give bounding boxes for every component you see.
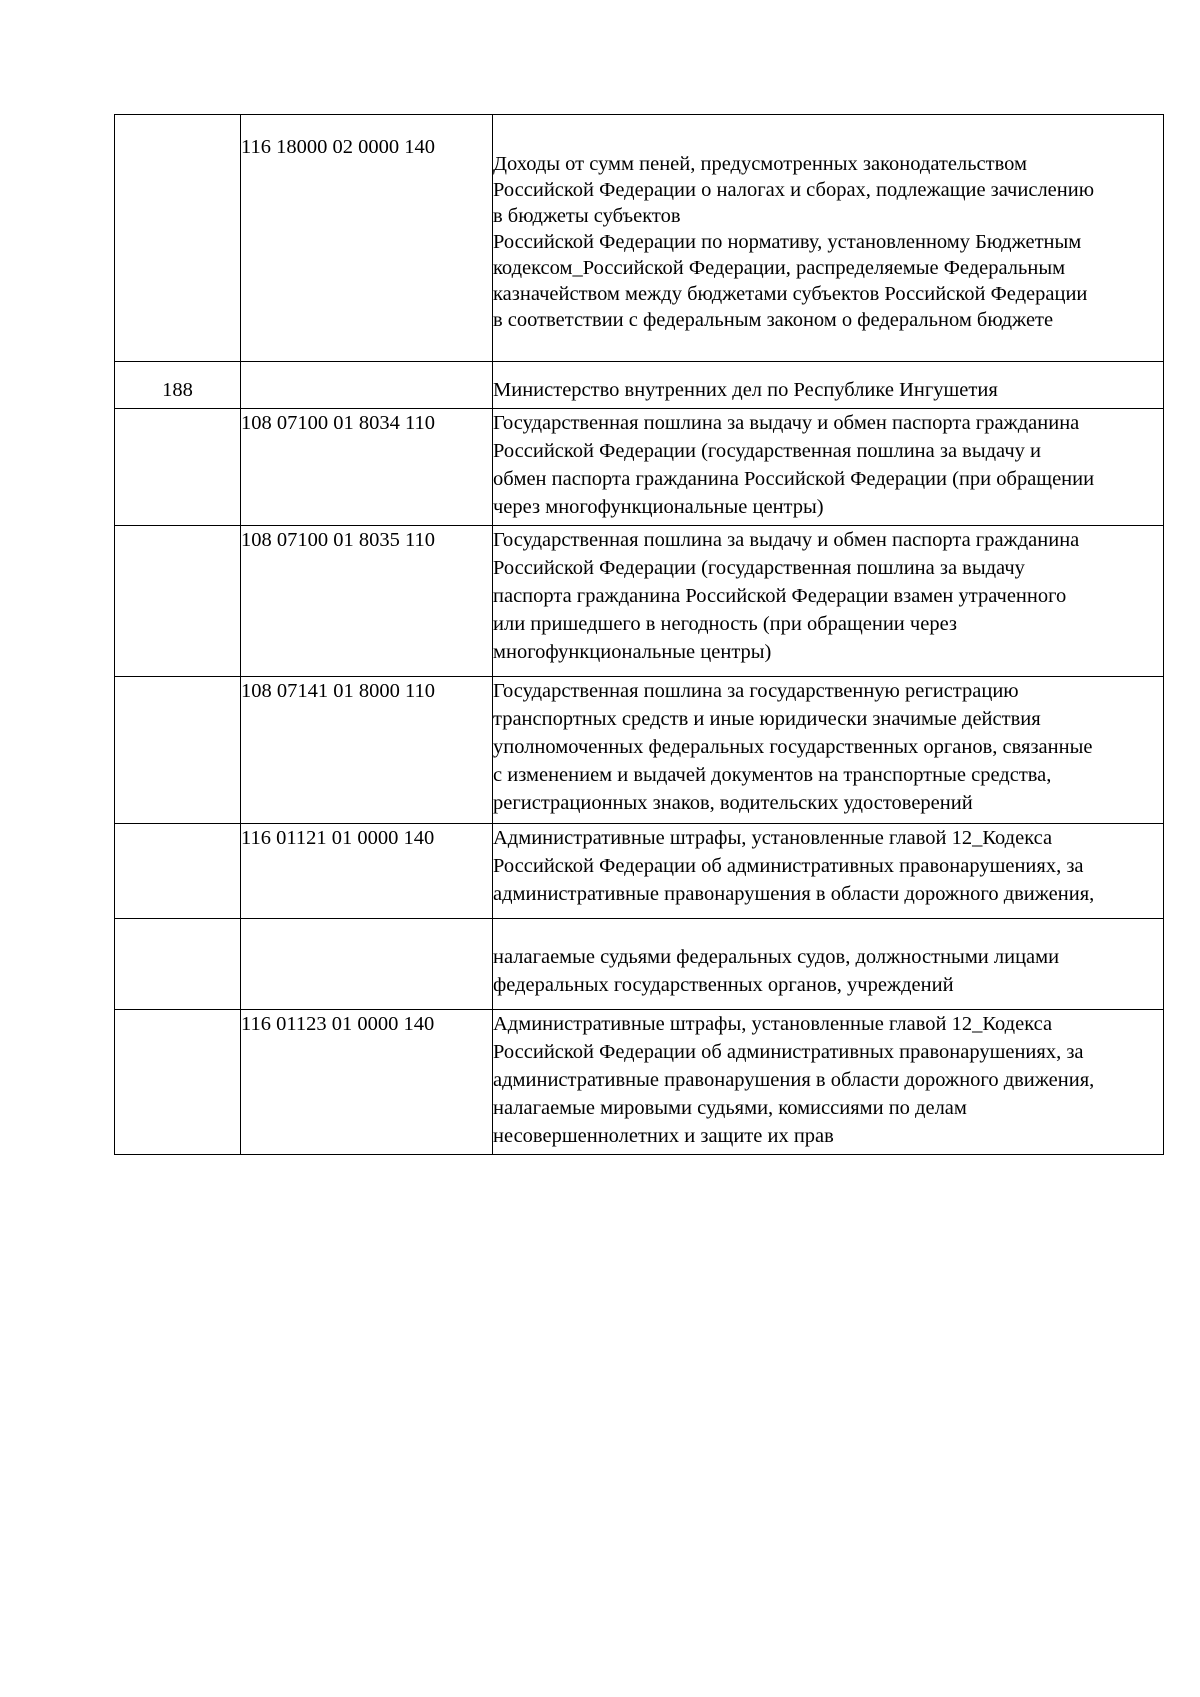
admin-code-cell: 188 bbox=[115, 362, 241, 409]
description-cell bbox=[493, 919, 1164, 1010]
description-text: Государственная пошлина за выдачу и обмен паспорта гражданина Российской Федерации (государственная пошлина за выдачу и обмен паспорта гражданина Российской Федерации (при обращении через многофункциональные центры) bbox=[493, 412, 1095, 518]
admin-code-cell bbox=[115, 1010, 241, 1155]
description-cell bbox=[493, 1010, 1164, 1155]
income-code-cell bbox=[241, 362, 493, 409]
description-cell bbox=[493, 677, 1164, 824]
budget-classification-table bbox=[114, 114, 1164, 1155]
table-row bbox=[115, 362, 1164, 409]
description-cell bbox=[493, 526, 1164, 677]
income-code-cell: 116 01121 01 0000 140 bbox=[241, 824, 493, 919]
table-row bbox=[115, 1010, 1164, 1155]
income-code-cell: 116 01123 01 0000 140 bbox=[241, 1010, 493, 1155]
description-text: Доходы от сумм пеней, предусмотренных законодательством Российской Федерации о налогах и сборах, подлежащие зачислению в бюджеты субъектов Российской Федерации по нормативу, установленному Бюджетным кодексом_Российской Федерации, распределяемые Федеральным казначейством между бюджетами субъектов Российской Федерации в соответствии с федеральным законом о федеральном бюджете bbox=[493, 153, 1095, 331]
description-cell bbox=[493, 362, 1164, 409]
admin-code-cell bbox=[115, 115, 241, 362]
admin-code-cell bbox=[115, 824, 241, 919]
income-code-cell: 108 07100 01 8034 110 bbox=[241, 409, 493, 526]
description-text: Государственная пошлина за выдачу и обмен паспорта гражданина Российской Федерации (государственная пошлина за выдачу паспорта гражданина Российской Федерации взамен утраченного или пришедшего в негодность (при обращении через многофункциональные центры) bbox=[493, 529, 1080, 663]
table-row bbox=[115, 824, 1164, 919]
description-text: Административные штрафы, установленные главой 12_Кодекса Российской Федерации об административных правонарушениях, за административные правонарушения в области дорожного движения, bbox=[493, 827, 1095, 905]
table-row bbox=[115, 919, 1164, 1010]
income-code-cell: 108 07100 01 8035 110 bbox=[241, 526, 493, 677]
table-row bbox=[115, 115, 1164, 362]
admin-code-cell bbox=[115, 409, 241, 526]
admin-code-cell bbox=[115, 919, 241, 1010]
description-text: Государственная пошлина за государственную регистрацию транспортных средств и иные юридически значимые действия уполномоченных федеральных государственных органов, связанные с изменением и выдачей документов на транспортные средства, регистрационных знаков, водительских удостоверений bbox=[493, 680, 1093, 814]
income-code-cell: 116 18000 02 0000 140 bbox=[241, 115, 493, 362]
income-code-cell: 108 07141 01 8000 110 bbox=[241, 677, 493, 824]
table-row bbox=[115, 409, 1164, 526]
description-cell bbox=[493, 824, 1164, 919]
admin-code-cell bbox=[115, 526, 241, 677]
description-text: Министерство внутренних дел по Республике Ингушетия bbox=[493, 379, 998, 401]
description-cell bbox=[493, 115, 1164, 362]
admin-code-cell bbox=[115, 677, 241, 824]
description-cell bbox=[493, 409, 1164, 526]
description-text: налагаемые судьями федеральных судов, должностными лицами федеральных государственных органов, учреждений bbox=[493, 946, 1060, 996]
income-code-cell bbox=[241, 919, 493, 1010]
table-row bbox=[115, 526, 1164, 677]
table-row bbox=[115, 677, 1164, 824]
description-text: Административные штрафы, установленные главой 12_Кодекса Российской Федерации об административных правонарушениях, за административные правонарушения в области дорожного движения, налагаемые мировыми судьями, комиссиями по делам несовершеннолетних и защите их прав bbox=[493, 1013, 1095, 1147]
